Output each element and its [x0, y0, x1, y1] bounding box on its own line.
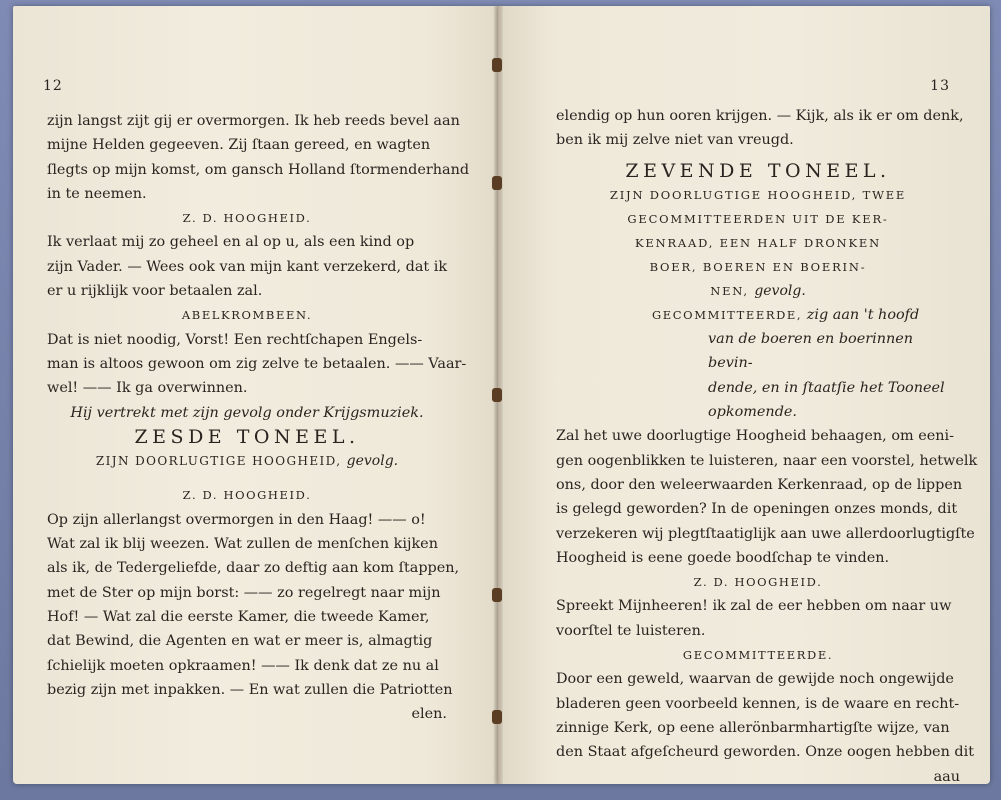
- speaker-name: ABELKROMBEEN.: [181, 308, 313, 323]
- text-line: Ik verlaat mij zo geheel en al op u, als een kind op: [47, 234, 415, 251]
- binding-stitch: [492, 710, 502, 724]
- cast-names: NEN,: [710, 283, 755, 298]
- cast-line: KENRAAD, EEN HALF DRONKEN: [635, 235, 881, 250]
- text-line: zinnige Kerk, op eene allerönbarmhartigſte wijze, van: [556, 719, 950, 736]
- text-line: den Staat afgeſcheurd geworden. Onze oogen hebben dit: [556, 744, 975, 761]
- binding-stitch: [492, 388, 502, 402]
- stage-direction: [556, 327, 960, 424]
- page-text: [47, 109, 470, 726]
- text-line: Hoogheid is eene goede boodſchap te vinden.: [556, 549, 890, 566]
- speaker-name: Z. D. HOOGHEID.: [693, 575, 823, 590]
- catchword: elen.: [411, 706, 447, 723]
- text-line: ſchielijk moeten opkraamen! —— Ik denk dat ze nu al: [47, 657, 439, 674]
- scene-cast-direction: gevolg.: [346, 453, 399, 470]
- text-line: ben ik mij zelve niet van vreugd.: [556, 132, 794, 149]
- cast-line: GECOMMITTEERDEN UIT DE KER-: [627, 211, 889, 226]
- paragraph: [47, 109, 470, 206]
- text-line: van de boeren en boerinnen bevin-: [708, 331, 914, 372]
- cast-line: BOER, BOEREN EN BOERIN-: [649, 259, 867, 274]
- text-line: dat Bewind, die Agenten en wat er meer is, almagtig: [47, 633, 433, 650]
- text-line: elendig op hun ooren krijgen. — Kijk, als ik er om denk,: [556, 108, 964, 124]
- scene-heading: ZEVENDE TONEEL.: [625, 159, 891, 182]
- paragraph: [556, 667, 975, 764]
- scene-cast: [47, 449, 447, 473]
- stage-direction: zig aan 't hoofd: [806, 306, 920, 323]
- catchword: aau: [933, 768, 960, 784]
- text-line: Spreekt Mijnheeren! ik zal de eer hebben om naar uw: [556, 598, 952, 615]
- text-line: is gelegd geworden? In de openingen onzes monds, dit: [556, 501, 958, 518]
- text-line: Door een geweld, waarvan de gewijde noch ongewijde: [556, 671, 954, 688]
- text-line: bezig zijn met inpakken. — En wat zullen die Patriotten: [47, 681, 453, 698]
- text-line: Op zijn allerlangst overmorgen in den Haag! —— o!: [47, 511, 426, 528]
- text-line: als ik, de Tedergeliefde, daar zo deftig aan kom ſtappen,: [47, 560, 460, 577]
- page-number: 12: [43, 78, 63, 94]
- scene-heading: ZESDE TONEEL.: [134, 425, 360, 448]
- paragraph: [47, 328, 467, 401]
- cast-line: [556, 279, 960, 303]
- text-line: bladeren geen voorbeeld kennen, is de waare en recht-: [556, 695, 960, 712]
- text-line: ſlegts op mijn komst, om gansch Holland ſtormenderhand: [47, 161, 470, 178]
- speaker-line: [556, 303, 960, 327]
- cast-direction: gevolg.: [754, 282, 806, 299]
- text-line: verzekeren wij plegtſtaatiglijk aan uwe allerdoorlugtigſte: [556, 525, 975, 542]
- speaker-name: Z. D. HOOGHEID.: [182, 488, 312, 503]
- text-line: ons, door den weleerwaarden Kerkenraad, op de lippen: [556, 476, 963, 493]
- text-line: met de Ster op mijn borst: —— zo regelregt naar mijn: [47, 584, 441, 601]
- scene-cast: [556, 183, 960, 303]
- stage-direction: Hij vertrekt met zijn gevolg onder Krijgsmuziek.: [70, 404, 424, 421]
- text-line: Zal het uwe doorlugtige Hoogheid behaagen, om eeni-: [556, 428, 954, 445]
- binding-stitch: [492, 58, 502, 72]
- text-line: Hof! — Wat zal die eerste Kamer, die tweede Kamer,: [47, 608, 430, 625]
- text-line: dende, en in ſtaatſie het Tooneel: [708, 379, 945, 396]
- text-line: gen oogenblikken te luisteren, naar een voorstel, hetwelk: [556, 452, 978, 469]
- binding-stitch: [492, 588, 502, 602]
- text-line: zijn langst zijt gij er overmorgen. Ik heb reeds bevel aan: [47, 113, 460, 129]
- speaker-name: Z. D. HOOGHEID.: [182, 211, 312, 226]
- speaker-name: GECOMMITTEERDE,: [652, 307, 803, 322]
- scene-cast-names: ZIJN DOORLUGTIGE HOOGHEID,: [95, 454, 347, 469]
- paragraph: [556, 594, 960, 643]
- text-line: Dat is niet noodig, Vorst! Een rechtſchapen Engels-: [47, 331, 423, 348]
- text-line: man is altoos gewoon om zig zelve te betaalen. —— Vaar-: [47, 355, 467, 372]
- cast-line: ZIJN DOORLUGTIGE HOOGHEID, TWEE: [609, 187, 907, 202]
- speaker-name: GECOMMITTEERDE.: [682, 648, 834, 663]
- text-line: wel! —— Ik ga overwinnen.: [47, 380, 248, 397]
- text-line: in te neemen.: [47, 185, 147, 202]
- text-line: mijne Helden gegeeven. Zij ſtaan gereed, en wagten: [47, 137, 431, 154]
- binding-stitch: [492, 176, 502, 190]
- right-page: [498, 6, 990, 784]
- text-line: voorſtel te luisteren.: [556, 622, 706, 639]
- text-line: Wat zal ik blij weezen. Wat zullen de menſchen kijken: [47, 536, 438, 553]
- text-line: er u rijklijk voor betaalen zal.: [47, 283, 263, 300]
- paragraph: [556, 104, 964, 153]
- paragraph: [556, 424, 978, 570]
- page-text: [556, 104, 978, 784]
- left-page: [13, 6, 498, 784]
- page-number: 13: [930, 78, 950, 94]
- paragraph: [47, 230, 447, 303]
- paragraph: [47, 508, 460, 702]
- text-line: opkomende.: [708, 404, 797, 421]
- text-line: zijn Vader. — Wees ook van mijn kant verzekerd, dat ik: [47, 258, 448, 275]
